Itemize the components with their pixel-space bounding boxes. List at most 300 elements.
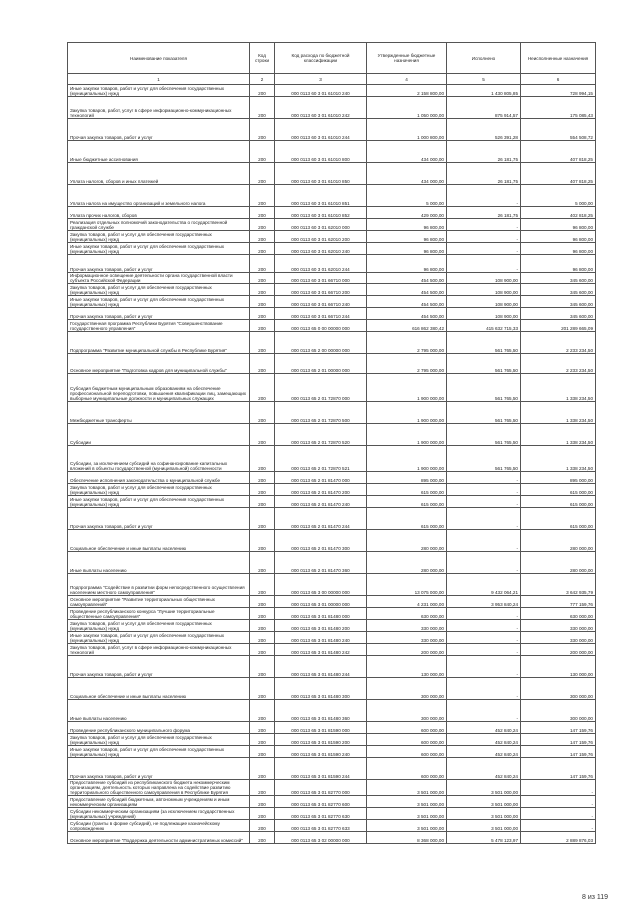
- row-budget-code: 000 0113 65 2 01 81470 200: [275, 484, 367, 496]
- table-row: [68, 596, 596, 608]
- row-approved: 3 501 000,00: [367, 780, 447, 796]
- table-row: [68, 296, 596, 308]
- row-name: Закупка товаров, работ и услуг для обеспечения государственных (муниципальных) нужд: [68, 484, 250, 496]
- row-unexecuted: 345 600,00: [521, 284, 596, 296]
- row-executed: 3 501 000,00: [447, 780, 521, 796]
- row-unexecuted: 1 338 234,50: [521, 424, 596, 446]
- row-approved: 600 000,00: [367, 734, 447, 746]
- row-line-code: 200: [250, 656, 275, 678]
- row-budget-code: 000 0113 65 3 01 81480 300: [275, 678, 367, 700]
- row-budget-code: 000 0113 65 3 01 81480 000: [275, 608, 367, 620]
- row-line-code: 200: [250, 163, 275, 185]
- table-row: [68, 141, 596, 163]
- row-name: Субсидии (гранты в форме субсидий), не подлежащие казначейскому сопровождению: [68, 820, 250, 832]
- row-line-code: 200: [250, 354, 275, 374]
- row-approved: 454 500,00: [367, 308, 447, 320]
- table-row: [68, 374, 596, 402]
- row-name: Уплата налога на имущество организаций и земельного налога: [68, 185, 250, 207]
- row-name: Субсидии, за исключением субсидий на софинансирование капитальных вложений в объекты государственной (муниципальной) собственности: [68, 446, 250, 472]
- row-unexecuted: 330 000,00: [521, 620, 596, 632]
- column-number: 4: [367, 74, 447, 85]
- table-row: [68, 472, 596, 484]
- row-name: Иные закупки товаров, работ и услуг для обеспечения государственных (муниципальных) нужд: [68, 296, 250, 308]
- row-budget-code: 000 0113 65 3 01 81480 200: [275, 620, 367, 632]
- row-name: Государственная программа Республики Бурятия "Совершенствование государственного управления": [68, 320, 250, 332]
- row-approved: 454 500,00: [367, 296, 447, 308]
- row-executed: -: [447, 656, 521, 678]
- row-executed: -: [447, 700, 521, 722]
- row-line-code: 200: [250, 632, 275, 644]
- row-budget-code: 000 0113 60 3 01 61010 244: [275, 119, 367, 141]
- row-unexecuted: 407 818,25: [521, 163, 596, 185]
- row-executed: 26 181,75: [447, 207, 521, 219]
- row-unexecuted: 147 159,76: [521, 758, 596, 780]
- row-name: Основное мероприятие "Развитие территориальных общественных самоуправлений": [68, 596, 250, 608]
- row-name: Закупка товаров, работ, услуг в сфере информационно-коммуникационных технологий: [68, 644, 250, 656]
- row-approved: 96 800,00: [367, 243, 447, 255]
- row-executed: 9 432 064,21: [447, 574, 521, 596]
- row-executed: -: [447, 530, 521, 552]
- row-line-code: 200: [250, 574, 275, 596]
- header-budget-code: Код расхода по бюджетной классификации: [275, 43, 367, 74]
- row-approved: 96 800,00: [367, 219, 447, 231]
- row-budget-code: 000 0113 60 3 01 61010 851: [275, 185, 367, 207]
- row-executed: -: [447, 508, 521, 530]
- row-unexecuted: 1 338 234,50: [521, 446, 596, 472]
- row-name: Подпрограмма "Содействие в развитии форм непосредственного осуществления населением местного самоуправления": [68, 574, 250, 596]
- table-body: [68, 85, 596, 844]
- row-approved: 895 000,00: [367, 472, 447, 484]
- row-executed: 452 840,24: [447, 734, 521, 746]
- row-budget-code: 000 0113 65 2 01 81470 240: [275, 496, 367, 508]
- row-approved: 8 368 000,00: [367, 832, 447, 844]
- table-row: [68, 496, 596, 508]
- table-row: [68, 231, 596, 243]
- row-unexecuted: 402 818,25: [521, 207, 596, 219]
- row-executed: 452 840,24: [447, 746, 521, 758]
- column-number: 3: [275, 74, 367, 85]
- row-budget-code: 000 0113 65 3 01 82770 630: [275, 808, 367, 820]
- table-row: [68, 284, 596, 296]
- row-budget-code: 000 0113 65 2 01 00000 000: [275, 354, 367, 374]
- row-budget-code: 000 0113 60 3 01 62010 240: [275, 243, 367, 255]
- row-budget-code: 000 0113 65 2 01 72870 521: [275, 446, 367, 472]
- row-name: Иные закупки товаров, работ и услуг для обеспечения государственных (муниципальных) нужд: [68, 85, 250, 97]
- row-unexecuted: 130 000,00: [521, 656, 596, 678]
- row-name: Проведение республиканского конкурса "Лучшие территориальные общественные самоуправления": [68, 608, 250, 620]
- table-row: [68, 722, 596, 734]
- row-approved: 300 000,00: [367, 678, 447, 700]
- row-line-code: 200: [250, 722, 275, 734]
- row-executed: -: [447, 644, 521, 656]
- row-budget-code: 000 0113 60 3 01 61010 242: [275, 97, 367, 119]
- row-name: Закупка товаров, работ и услуг для обеспечения государственных (муниципальных) нужд: [68, 620, 250, 632]
- row-unexecuted: 2 233 234,50: [521, 354, 596, 374]
- row-name: Предоставление субсидий бюджетным, автономным учреждениям и иным некоммерческим организациям: [68, 796, 250, 808]
- row-executed: 26 181,75: [447, 141, 521, 163]
- row-executed: -: [447, 678, 521, 700]
- row-budget-code: 000 0113 65 3 01 81480 244: [275, 656, 367, 678]
- row-budget-code: 000 0113 65 3 01 81480 242: [275, 644, 367, 656]
- row-approved: 330 000,00: [367, 632, 447, 644]
- table-row: [68, 85, 596, 97]
- row-unexecuted: 280 000,00: [521, 530, 596, 552]
- row-unexecuted: 554 508,72: [521, 119, 596, 141]
- row-line-code: 200: [250, 273, 275, 284]
- row-budget-code: 000 0113 65 3 00 00000 000: [275, 574, 367, 596]
- row-unexecuted: 630 000,00: [521, 608, 596, 620]
- table-row: [68, 97, 596, 119]
- row-budget-code: 000 0113 65 3 01 00000 000: [275, 596, 367, 608]
- row-name: Прочая закупка товаров, работ и услуг: [68, 308, 250, 320]
- row-name: Иные закупки товаров, работ и услуг для обеспечения государственных (муниципальных) нужд: [68, 746, 250, 758]
- row-budget-code: 000 0113 65 2 01 72870 000: [275, 374, 367, 402]
- row-executed: -: [447, 608, 521, 620]
- row-executed: -: [447, 472, 521, 484]
- row-unexecuted: 1 338 234,50: [521, 402, 596, 424]
- row-line-code: 200: [250, 758, 275, 780]
- row-name: Уплата прочих налогов, сборов: [68, 207, 250, 219]
- table-row: [68, 320, 596, 332]
- row-unexecuted: -: [521, 796, 596, 808]
- row-budget-code: 000 0113 60 3 01 62010 244: [275, 255, 367, 273]
- row-budget-code: 000 0113 60 3 01 66710 244: [275, 308, 367, 320]
- row-line-code: 200: [250, 808, 275, 820]
- row-unexecuted: -: [521, 820, 596, 832]
- row-approved: 13 075 000,00: [367, 574, 447, 596]
- page-number: 8 из 119: [582, 894, 609, 901]
- row-budget-code: 000 0113 65 3 01 81480 240: [275, 632, 367, 644]
- row-executed: 526 391,28: [447, 119, 521, 141]
- row-name: Уплата налогов, сборов и иных платежей: [68, 163, 250, 185]
- table-row: [68, 354, 596, 374]
- row-approved: 434 000,00: [367, 141, 447, 163]
- row-line-code: 200: [250, 446, 275, 472]
- row-unexecuted: 147 159,76: [521, 746, 596, 758]
- row-approved: 2 795 000,00: [367, 354, 447, 374]
- row-budget-code: 000 0113 60 3 01 61010 852: [275, 207, 367, 219]
- row-approved: 600 000,00: [367, 758, 447, 780]
- row-name: Прочая закупка товаров, работ и услуг: [68, 119, 250, 141]
- row-executed: 561 765,50: [447, 402, 521, 424]
- table-row: [68, 780, 596, 796]
- row-line-code: 200: [250, 85, 275, 97]
- row-approved: 130 000,00: [367, 656, 447, 678]
- table-row: [68, 808, 596, 820]
- row-executed: -: [447, 620, 521, 632]
- row-approved: 330 000,00: [367, 620, 447, 632]
- row-budget-code: 000 0113 60 3 01 61010 850: [275, 163, 367, 185]
- row-approved: 5 000,00: [367, 185, 447, 207]
- row-name: Закупка товаров, работ и услуг для обеспечения государственных (муниципальных) нужд: [68, 284, 250, 296]
- row-line-code: 200: [250, 185, 275, 207]
- row-unexecuted: 777 159,76: [521, 596, 596, 608]
- row-executed: -: [447, 219, 521, 231]
- row-line-code: 200: [250, 472, 275, 484]
- row-executed: 108 900,00: [447, 308, 521, 320]
- table-row: [68, 185, 596, 207]
- table-row: [68, 219, 596, 231]
- row-executed: 108 900,00: [447, 296, 521, 308]
- row-name: Реализация отдельных полномочий законодательства о государственной гражданской службе: [68, 219, 250, 231]
- row-unexecuted: 345 600,00: [521, 273, 596, 284]
- row-line-code: 200: [250, 820, 275, 832]
- header-unexecuted: Неисполненные назначения: [521, 43, 596, 74]
- row-line-code: 200: [250, 496, 275, 508]
- row-name: Подпрограмма "Развитие муниципальной службы в Республике Бурятия": [68, 332, 250, 354]
- header-approved: Утвержденные бюджетные назначения: [367, 43, 447, 74]
- column-number: 5: [447, 74, 521, 85]
- table-row: [68, 119, 596, 141]
- row-line-code: 200: [250, 644, 275, 656]
- row-name: Основное мероприятие "Поддержка деятельности административных комиссий": [68, 832, 250, 844]
- table-row: [68, 746, 596, 758]
- row-executed: 108 900,00: [447, 273, 521, 284]
- row-executed: 875 914,57: [447, 97, 521, 119]
- row-name: Социальное обеспечение и иные выплаты населению: [68, 530, 250, 552]
- expenditure-table: [67, 42, 596, 844]
- header-name: Наименование показателя: [68, 43, 250, 74]
- row-budget-code: 000 0113 65 3 01 82770 000: [275, 780, 367, 796]
- row-approved: 2 158 800,00: [367, 85, 447, 97]
- row-name: Обеспечение исполнения законодательства о муниципальной службе: [68, 472, 250, 484]
- row-unexecuted: 615 000,00: [521, 508, 596, 530]
- row-executed: 561 765,50: [447, 332, 521, 354]
- table-row: [68, 530, 596, 552]
- row-name: Субсидии некоммерческим организациям (за исключением государственных (муниципальных) учреждений): [68, 808, 250, 820]
- row-executed: 452 840,24: [447, 758, 521, 780]
- row-name: Информационное освещение деятельности органа государственной власти субъекта Российской Федерации: [68, 273, 250, 284]
- row-line-code: 200: [250, 231, 275, 243]
- row-unexecuted: 201 289 665,09: [521, 320, 596, 332]
- row-budget-code: 000 0113 65 3 01 81590 240: [275, 746, 367, 758]
- row-executed: 3 501 000,00: [447, 820, 521, 832]
- row-approved: 454 500,00: [367, 284, 447, 296]
- column-number-row: [68, 74, 596, 85]
- table-row: [68, 678, 596, 700]
- table-row: [68, 700, 596, 722]
- row-unexecuted: 3 642 935,79: [521, 574, 596, 596]
- row-executed: -: [447, 185, 521, 207]
- row-budget-code: 000 0113 60 3 01 66710 200: [275, 284, 367, 296]
- header-row: [68, 43, 596, 74]
- table-row: [68, 574, 596, 596]
- row-budget-code: 000 0113 65 3 01 81480 360: [275, 700, 367, 722]
- column-number: 6: [521, 74, 596, 85]
- row-budget-code: 000 0113 60 3 01 62010 200: [275, 231, 367, 243]
- row-line-code: 200: [250, 746, 275, 758]
- row-unexecuted: 200 000,00: [521, 644, 596, 656]
- row-name: Закупка товаров, работ, услуг в сфере информационно-коммуникационных технологий: [68, 97, 250, 119]
- row-budget-code: 000 0113 65 3 01 82770 633: [275, 820, 367, 832]
- row-executed: -: [447, 484, 521, 496]
- row-line-code: 200: [250, 296, 275, 308]
- row-budget-code: 000 0113 65 3 01 81590 200: [275, 734, 367, 746]
- row-executed: 108 900,00: [447, 284, 521, 296]
- row-executed: 3 501 000,00: [447, 796, 521, 808]
- row-approved: 454 500,00: [367, 273, 447, 284]
- row-budget-code: 000 0113 60 3 01 62010 000: [275, 219, 367, 231]
- row-name: Проведение республиканского муниципального форума: [68, 722, 250, 734]
- row-approved: 615 000,00: [367, 508, 447, 530]
- table-row: [68, 796, 596, 808]
- row-budget-code: 000 0113 60 3 01 66710 240: [275, 296, 367, 308]
- row-executed: -: [447, 243, 521, 255]
- row-executed: 561 765,50: [447, 354, 521, 374]
- table-row: [68, 163, 596, 185]
- row-executed: 5 478 123,97: [447, 832, 521, 844]
- row-executed: 3 953 840,24: [447, 596, 521, 608]
- table-row: [68, 243, 596, 255]
- row-name: Иные выплаты населению: [68, 700, 250, 722]
- row-line-code: 200: [250, 620, 275, 632]
- row-name: Иные закупки товаров, работ и услуг для обеспечения государственных (муниципальных) нужд: [68, 632, 250, 644]
- row-approved: 2 795 000,00: [367, 332, 447, 354]
- row-line-code: 200: [250, 734, 275, 746]
- row-unexecuted: 615 000,00: [521, 496, 596, 508]
- row-budget-code: 000 0113 65 2 01 72870 520: [275, 424, 367, 446]
- row-line-code: 200: [250, 780, 275, 796]
- row-approved: 1 000 800,00: [367, 119, 447, 141]
- row-approved: 96 800,00: [367, 255, 447, 273]
- row-name: Межбюджетные трансферты: [68, 402, 250, 424]
- row-approved: 600 000,00: [367, 746, 447, 758]
- row-executed: -: [447, 632, 521, 644]
- row-executed: 452 840,24: [447, 722, 521, 734]
- row-executed: 26 181,75: [447, 163, 521, 185]
- row-approved: 280 000,00: [367, 530, 447, 552]
- row-unexecuted: 1 338 234,50: [521, 374, 596, 402]
- table-row: [68, 632, 596, 644]
- row-name: Социальное обеспечение и иные выплаты населению: [68, 678, 250, 700]
- row-approved: 615 000,00: [367, 496, 447, 508]
- table-row: [68, 508, 596, 530]
- row-approved: 200 000,00: [367, 644, 447, 656]
- header-executed: Исполнено: [447, 43, 521, 74]
- row-unexecuted: 615 000,00: [521, 484, 596, 496]
- table-row: [68, 446, 596, 472]
- row-approved: 3 501 000,00: [367, 808, 447, 820]
- row-line-code: 200: [250, 332, 275, 354]
- row-line-code: 200: [250, 596, 275, 608]
- row-line-code: 200: [250, 284, 275, 296]
- row-line-code: 200: [250, 530, 275, 552]
- row-name: Иные бюджетные ассигнования: [68, 141, 250, 163]
- row-line-code: 200: [250, 678, 275, 700]
- table-row: [68, 273, 596, 284]
- row-budget-code: 000 0113 65 3 01 81590 000: [275, 722, 367, 734]
- row-line-code: 200: [250, 700, 275, 722]
- row-unexecuted: 175 085,43: [521, 97, 596, 119]
- row-name: Иные закупки товаров, работ и услуг для обеспечения государственных (муниципальных) нужд: [68, 243, 250, 255]
- table-row: [68, 207, 596, 219]
- row-unexecuted: 407 818,25: [521, 141, 596, 163]
- row-executed: 561 765,50: [447, 424, 521, 446]
- row-line-code: 200: [250, 255, 275, 273]
- table-row: [68, 734, 596, 746]
- row-executed: -: [447, 552, 521, 574]
- table-row: [68, 656, 596, 678]
- row-name: Предоставление субсидий из республиканского бюджета некоммерческим организациям, деятельность которых направлена на содействие развитию территориального общественного самоуправления в Республике Бурятия: [68, 780, 250, 796]
- row-name: Иные выплаты населению: [68, 552, 250, 574]
- row-approved: 429 000,00: [367, 207, 447, 219]
- row-budget-code: 000 0113 65 2 00 00000 000: [275, 332, 367, 354]
- row-approved: 434 000,00: [367, 163, 447, 185]
- row-executed: 415 632 715,33: [447, 320, 521, 332]
- table-row: [68, 608, 596, 620]
- row-executed: -: [447, 496, 521, 508]
- row-budget-code: 000 0113 65 3 01 82770 600: [275, 796, 367, 808]
- row-name: Прочая закупка товаров, работ и услуг: [68, 656, 250, 678]
- row-unexecuted: 96 800,00: [521, 243, 596, 255]
- table-row: [68, 758, 596, 780]
- column-number: 1: [68, 74, 250, 85]
- row-budget-code: 000 0113 65 2 01 81470 000: [275, 472, 367, 484]
- row-unexecuted: 2 233 234,50: [521, 332, 596, 354]
- row-line-code: 200: [250, 796, 275, 808]
- row-line-code: 200: [250, 402, 275, 424]
- row-approved: 4 231 000,00: [367, 596, 447, 608]
- row-executed: 3 501 000,00: [447, 808, 521, 820]
- row-executed: -: [447, 231, 521, 243]
- row-line-code: 200: [250, 219, 275, 231]
- row-line-code: 200: [250, 832, 275, 844]
- table-row: [68, 255, 596, 273]
- row-budget-code: 000 0113 65 2 01 81470 244: [275, 508, 367, 530]
- row-name: Закупка товаров, работ и услуг для обеспечения государственных (муниципальных) нужд: [68, 231, 250, 243]
- row-unexecuted: 147 159,76: [521, 722, 596, 734]
- table-row: [68, 424, 596, 446]
- row-approved: 1 900 000,00: [367, 402, 447, 424]
- row-executed: 561 765,50: [447, 446, 521, 472]
- row-approved: 615 000,00: [367, 484, 447, 496]
- row-unexecuted: 300 000,00: [521, 678, 596, 700]
- row-budget-code: 000 0113 65 2 01 81470 360: [275, 552, 367, 574]
- row-budget-code: 000 0113 65 2 01 81470 300: [275, 530, 367, 552]
- row-budget-code: 000 0113 60 3 01 66710 000: [275, 273, 367, 284]
- report-sheet: [67, 42, 595, 844]
- row-line-code: 200: [250, 484, 275, 496]
- row-unexecuted: 895 000,00: [521, 472, 596, 484]
- row-unexecuted: 728 994,15: [521, 85, 596, 97]
- row-approved: 616 862 380,42: [367, 320, 447, 332]
- row-approved: 1 900 000,00: [367, 374, 447, 402]
- row-unexecuted: 96 800,00: [521, 255, 596, 273]
- row-name: Субсидии: [68, 424, 250, 446]
- row-executed: 1 430 805,85: [447, 85, 521, 97]
- table-row: [68, 484, 596, 496]
- row-line-code: 200: [250, 508, 275, 530]
- table-row: [68, 820, 596, 832]
- column-number: 2: [250, 74, 275, 85]
- row-unexecuted: 147 159,76: [521, 734, 596, 746]
- row-line-code: 200: [250, 424, 275, 446]
- row-name: Прочая закупка товаров, работ и услуг: [68, 508, 250, 530]
- table-row: [68, 308, 596, 320]
- row-budget-code: 000 0113 65 3 02 00000 000: [275, 832, 367, 844]
- row-name: Субсидия бюджетным муниципальным образованиям на обеспечение профессиональной переподготовки, повышения квалификации лиц, замещающих выборные муниципальные должности и муниципальных служащих: [68, 374, 250, 402]
- row-unexecuted: -: [521, 808, 596, 820]
- row-line-code: 200: [250, 552, 275, 574]
- row-approved: 96 800,00: [367, 231, 447, 243]
- row-budget-code: 000 0113 65 3 01 81590 244: [275, 758, 367, 780]
- header-line-code: Код строки: [250, 43, 275, 74]
- row-executed: -: [447, 255, 521, 273]
- row-line-code: 200: [250, 97, 275, 119]
- table-row: [68, 332, 596, 354]
- row-name: Основное мероприятие "Подготовка кадров для муниципальной службы": [68, 354, 250, 374]
- row-name: Прочая закупка товаров, работ и услуг: [68, 758, 250, 780]
